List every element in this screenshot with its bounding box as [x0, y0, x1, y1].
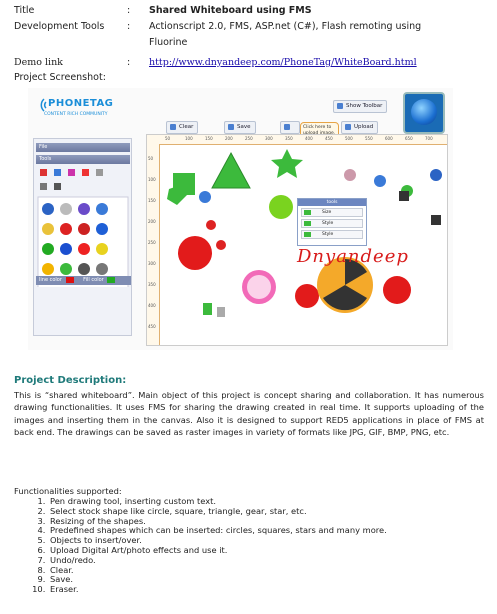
ruler-left-tick: 50 [148, 156, 154, 161]
list-item: 5. Objects to insert/over. [48, 536, 387, 546]
tool-icons[interactable] [36, 167, 130, 287]
ruler-left-tick: 300 [148, 261, 156, 266]
ruler-top-tick: 450 [325, 136, 333, 141]
screenshot-row [14, 71, 214, 84]
demo-link[interactable]: http://www.dnyandeep.com/PhoneTag/WhiteBoard.html [149, 57, 417, 68]
tools-row-size[interactable]: Size [301, 208, 363, 217]
tool-panel [33, 138, 132, 336]
upload-button[interactable]: Upload [341, 121, 378, 134]
triangle-shape [212, 153, 250, 188]
red-gear-right-shape [383, 276, 411, 304]
demo-row [14, 56, 484, 69]
signal-icon [34, 97, 48, 113]
list-item: 1. Pen drawing tool, inserting custom text. [48, 497, 387, 507]
project-description-heading: Project Description: [14, 375, 127, 386]
line-color-swatch[interactable] [66, 277, 74, 283]
ruler-top-tick: 500 [345, 136, 353, 141]
green-gear-shape [269, 195, 293, 219]
ruler-top-tick: 550 [365, 136, 373, 141]
ruler-left-tick: 400 [148, 303, 156, 308]
fill-color-label: Fill color [83, 277, 104, 283]
ruler-top-tick: 650 [405, 136, 413, 141]
ruler-left-tick: 450 [148, 324, 156, 329]
phonetag-logo [34, 94, 126, 124]
clear-button[interactable]: Clear [166, 121, 198, 134]
title-row [14, 4, 484, 17]
ruler-top-tick: 100 [185, 136, 193, 141]
tools-row-style-2[interactable]: Style [301, 230, 363, 239]
ruler-top-tick: 200 [225, 136, 233, 141]
functionalities-heading: Functionalities supported: [14, 486, 122, 496]
project-screenshot [28, 88, 453, 350]
ruler-left-tick: 200 [148, 219, 156, 224]
ruler-top-tick: 350 [285, 136, 293, 141]
save-button[interactable]: Save [224, 121, 256, 134]
ruler-top-tick: 250 [245, 136, 253, 141]
list-item: 10. Eraser. [48, 585, 387, 595]
handwritten-text: Dnyandeep [297, 246, 409, 267]
drawing-canvas[interactable] [146, 134, 448, 346]
ruler-top-tick: 300 [265, 136, 273, 141]
ruler-left-tick: 250 [148, 240, 156, 245]
panel-file-header[interactable]: File [36, 143, 130, 152]
tools-window[interactable] [297, 198, 367, 246]
panel-tools-header[interactable]: Tools [36, 155, 130, 164]
line-color-label: line color [39, 277, 62, 283]
tools-row [14, 20, 484, 48]
tools-row-style[interactable]: Style [301, 219, 363, 228]
list-item: 4. Predefined shapes which can be inserted: circles, squares, stars and many more. [48, 526, 387, 536]
demo-label: Demo link [14, 57, 63, 68]
upload-tooltip: Click here to [300, 122, 339, 152]
star-shape [271, 149, 303, 178]
tools-value: Actionscript 2.0, FMS, ASP.net (C#), Flash remoting using Fluorine [149, 21, 422, 48]
undo-button[interactable] [280, 121, 300, 134]
title-value: Shared Whiteboard using FMS [149, 5, 312, 16]
ruler-top-tick: 150 [205, 136, 213, 141]
title-label: Title [14, 5, 35, 16]
ruler-top-tick: 700 [425, 136, 433, 141]
list-item: 9. Save. [48, 575, 387, 585]
red-gear-shape [178, 236, 212, 270]
list-item: 2. Select stock shape like circle, square, triangle, gear, star, etc. [48, 507, 387, 517]
ruler-top-tick: 400 [305, 136, 313, 141]
list-item: 8. Clear. [48, 566, 387, 576]
list-item: 3. Resizing of the shapes. [48, 517, 387, 527]
globe-icon [403, 92, 445, 134]
tools-label: Development Tools [14, 21, 105, 32]
screenshot-label: Project Screenshot: [14, 72, 106, 83]
fill-color-swatch[interactable] [107, 277, 115, 283]
logo-text: PHONETAG [48, 98, 114, 109]
tools-window-title: tools [298, 199, 366, 206]
tools-colon: : [127, 21, 131, 32]
show-toolbar-button[interactable]: Show Toolbar [333, 100, 387, 113]
demo-colon: : [127, 57, 131, 68]
list-item: 7. Undo/redo. [48, 556, 387, 566]
list-item: 6. Upload Digital Art/photo effects and use it. [48, 546, 387, 556]
ruler-top-tick: 600 [385, 136, 393, 141]
ruler-left-tick: 100 [148, 177, 156, 182]
project-description-text: This is “shared whiteboard”. Main object of this project is concept sharing and collaboration. It has numerous drawing functionalities. It uses FMS for sharing the drawing created in real time. It supports uploading of the images and inserting them in the canvas. Also it is designed to support RED5 applications in place of FMS at back end. The drawings can be saved as raster images in variety of formats like JPG, GIF, BMP, PNG, etc. [14, 390, 484, 438]
title-colon: : [127, 5, 131, 16]
red-gear-small-shape [295, 284, 319, 308]
ruler-left-tick: 350 [148, 282, 156, 287]
ruler-left-tick: 150 [148, 198, 156, 203]
pen-tools-icon [40, 169, 103, 190]
functionalities-list [24, 497, 387, 595]
ruler-top-tick: 50 [165, 136, 171, 141]
logo-subtext: CONTENT RICH COMMUNITY [44, 112, 108, 117]
color-bar [36, 276, 131, 285]
